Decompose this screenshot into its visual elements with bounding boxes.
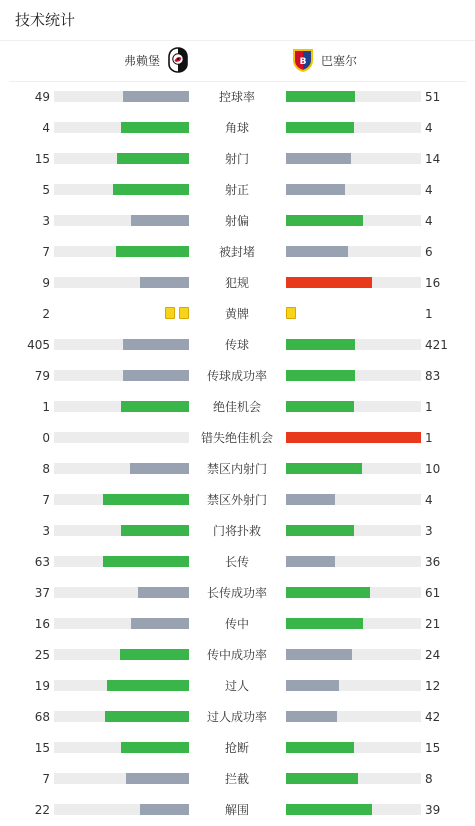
stat-label: 绝佳机会 xyxy=(212,400,261,414)
home-bar-fill xyxy=(123,91,189,102)
stat-label: 门将扑救 xyxy=(212,524,261,538)
home-stat-value: 7 xyxy=(42,772,50,786)
home-stat-value: 4 xyxy=(42,121,50,135)
away-stat-value: 4 xyxy=(425,214,433,228)
away-bar-track xyxy=(286,587,421,598)
stat-row xyxy=(0,360,475,391)
home-stat-value: 405 xyxy=(27,338,50,352)
home-bar-fill xyxy=(140,804,189,815)
away-bar-track xyxy=(286,91,421,102)
stat-label: 长传成功率 xyxy=(206,586,267,600)
stat-row xyxy=(0,267,475,298)
home-bar-fill xyxy=(131,618,189,629)
home-bar-track xyxy=(54,711,189,722)
home-bar-track xyxy=(54,525,189,536)
away-stat-value: 4 xyxy=(425,183,433,197)
stat-label: 黄牌 xyxy=(224,307,249,321)
home-bar-track xyxy=(54,246,189,257)
stat-row xyxy=(0,236,475,267)
away-stat-value: 1 xyxy=(425,431,433,445)
stat-label: 传中成功率 xyxy=(206,648,267,662)
away-bar-track xyxy=(286,432,421,443)
away-stat-value: 61 xyxy=(425,586,441,600)
stat-label: 传球成功率 xyxy=(206,369,267,383)
away-team[interactable] xyxy=(291,40,357,82)
home-bar-fill xyxy=(107,680,189,691)
stat-label: 过人 xyxy=(224,679,249,693)
basel-crest-icon xyxy=(291,47,315,76)
home-bar-track xyxy=(54,618,189,629)
stat-row xyxy=(0,608,475,639)
away-stat-value: 42 xyxy=(425,710,441,724)
home-stat-value: 3 xyxy=(42,214,50,228)
home-bar-track xyxy=(54,215,189,226)
away-bar-fill xyxy=(286,773,358,784)
stat-label: 禁区外射门 xyxy=(206,493,267,507)
away-bar-fill xyxy=(286,91,355,102)
stat-label: 射正 xyxy=(224,183,249,197)
away-bar-fill xyxy=(286,122,354,133)
home-bar-track xyxy=(54,556,189,567)
home-stat-value: 1 xyxy=(42,400,50,414)
home-team[interactable] xyxy=(124,40,188,82)
home-stat-value: 3 xyxy=(42,524,50,538)
stat-row xyxy=(0,391,475,422)
stat-row xyxy=(0,670,475,701)
away-stat-value: 1 xyxy=(425,307,433,321)
away-stat-value: 4 xyxy=(425,121,433,135)
away-bar-track xyxy=(286,401,421,412)
home-bar-track xyxy=(54,153,189,164)
home-bar-track xyxy=(54,742,189,753)
stat-row xyxy=(0,81,475,112)
home-bar-track xyxy=(54,91,189,102)
home-stat-value: 49 xyxy=(34,90,50,104)
home-bar-track xyxy=(54,184,189,195)
stat-row xyxy=(0,701,475,732)
stat-label: 抢断 xyxy=(224,741,249,755)
away-bar-track xyxy=(286,773,421,784)
away-bar-fill xyxy=(286,711,337,722)
yellow-card-icon xyxy=(165,307,175,319)
home-bar-track xyxy=(54,370,189,381)
away-bar-fill xyxy=(286,494,335,505)
home-stat-value: 25 xyxy=(34,648,50,662)
home-stat-value: 2 xyxy=(42,307,50,321)
away-bar-track xyxy=(286,370,421,381)
away-stat-value: 36 xyxy=(425,555,441,569)
stat-row xyxy=(0,577,475,608)
stat-label: 传球 xyxy=(224,338,249,352)
home-bar-track xyxy=(54,680,189,691)
away-stat-value: 12 xyxy=(425,679,441,693)
away-bar-fill xyxy=(286,649,352,660)
home-stat-value: 15 xyxy=(34,152,50,166)
away-bar-track xyxy=(286,153,421,164)
away-bar-fill xyxy=(286,153,351,164)
home-stat-value: 22 xyxy=(34,803,50,817)
away-stat-value: 4 xyxy=(425,493,433,507)
home-stat-value: 68 xyxy=(34,710,50,724)
stat-row xyxy=(0,112,475,143)
home-bar-fill xyxy=(131,215,189,226)
home-bar-track xyxy=(54,277,189,288)
home-bar-fill xyxy=(126,773,189,784)
home-stat-value: 0 xyxy=(42,431,50,445)
home-bar-fill xyxy=(121,401,189,412)
away-bar-track xyxy=(286,525,421,536)
away-bar-track xyxy=(286,463,421,474)
stat-row xyxy=(0,298,475,329)
home-bar-track xyxy=(54,587,189,598)
home-bar-fill xyxy=(116,246,189,257)
away-bar-track xyxy=(286,556,421,567)
page-title: 技术统计 xyxy=(15,11,76,29)
home-bar-track xyxy=(54,463,189,474)
home-bar-fill xyxy=(140,277,189,288)
away-bar-fill xyxy=(286,277,372,288)
stat-row xyxy=(0,329,475,360)
svg-text:B: B xyxy=(299,56,307,67)
away-stat-value: 16 xyxy=(425,276,441,290)
home-bar-fill xyxy=(103,556,189,567)
teams-header xyxy=(0,40,475,82)
away-stat-value: 51 xyxy=(425,90,441,104)
home-stat-value: 79 xyxy=(34,369,50,383)
home-bar-fill xyxy=(121,525,189,536)
home-bar-fill xyxy=(138,587,189,598)
home-bar-track xyxy=(54,432,189,443)
home-team-name: 弗赖堡 xyxy=(123,54,160,68)
stat-label: 角球 xyxy=(224,121,249,135)
away-bar-fill xyxy=(286,525,354,536)
home-bar-fill xyxy=(105,711,189,722)
away-bar-fill xyxy=(286,246,348,257)
stat-label: 控球率 xyxy=(218,90,255,104)
away-bar-track xyxy=(286,184,421,195)
home-stat-value: 5 xyxy=(42,183,50,197)
home-stat-value: 8 xyxy=(42,462,50,476)
stat-row xyxy=(0,546,475,577)
away-bar-track xyxy=(286,339,421,350)
away-bar-fill xyxy=(286,370,355,381)
stat-label: 犯规 xyxy=(224,276,249,290)
away-bar-fill xyxy=(286,184,345,195)
away-bar-fill xyxy=(286,215,363,226)
away-stat-value: 39 xyxy=(425,803,441,817)
home-stat-value: 16 xyxy=(34,617,50,631)
away-yellow-cards xyxy=(286,307,296,319)
away-stat-value: 83 xyxy=(425,369,441,383)
stat-row xyxy=(0,484,475,515)
away-team-name: 巴塞尔 xyxy=(321,54,358,68)
home-bar-track xyxy=(54,494,189,505)
away-stat-value: 21 xyxy=(425,617,441,631)
away-bar-fill xyxy=(286,680,339,691)
stat-row xyxy=(0,422,475,453)
away-stat-value: 14 xyxy=(425,152,441,166)
away-bar-track xyxy=(286,742,421,753)
home-yellow-cards xyxy=(165,307,189,319)
home-stat-value: 9 xyxy=(42,276,50,290)
away-stat-value: 1 xyxy=(425,400,433,414)
away-stat-value: 8 xyxy=(425,772,433,786)
home-stat-value: 37 xyxy=(34,586,50,600)
away-stat-value: 3 xyxy=(425,524,433,538)
stat-label: 长传 xyxy=(224,555,249,569)
away-bar-track xyxy=(286,494,421,505)
home-bar-track xyxy=(54,339,189,350)
home-bar-track xyxy=(54,804,189,815)
away-bar-fill xyxy=(286,587,370,598)
home-stat-value: 7 xyxy=(42,245,50,259)
home-stat-value: 63 xyxy=(34,555,50,569)
stat-row xyxy=(0,174,475,205)
home-bar-fill xyxy=(117,153,189,164)
stat-label: 错失绝佳机会 xyxy=(200,431,273,445)
home-bar-fill xyxy=(113,184,189,195)
away-bar-track xyxy=(286,215,421,226)
away-stat-value: 421 xyxy=(425,338,448,352)
home-bar-fill xyxy=(130,463,189,474)
away-bar-fill xyxy=(286,742,354,753)
home-bar-track xyxy=(54,401,189,412)
home-stat-value: 15 xyxy=(34,741,50,755)
stat-row xyxy=(0,143,475,174)
stats-list xyxy=(0,81,475,825)
away-stat-value: 24 xyxy=(425,648,441,662)
home-bar-track xyxy=(54,773,189,784)
away-bar-track xyxy=(286,277,421,288)
yellow-card-icon xyxy=(179,307,189,319)
home-bar-track xyxy=(54,122,189,133)
away-stat-value: 10 xyxy=(425,462,441,476)
stat-row xyxy=(0,763,475,794)
away-stat-value: 6 xyxy=(425,245,433,259)
away-bar-fill xyxy=(286,432,421,443)
stat-label: 拦截 xyxy=(224,772,249,786)
away-bar-track xyxy=(286,711,421,722)
freiburg-crest-icon xyxy=(168,47,188,76)
away-bar-track xyxy=(286,246,421,257)
away-bar-fill xyxy=(286,401,354,412)
stat-row xyxy=(0,794,475,825)
stat-row xyxy=(0,453,475,484)
stat-label: 过人成功率 xyxy=(206,710,267,724)
stat-label: 解围 xyxy=(224,803,249,817)
away-bar-track xyxy=(286,122,421,133)
stat-row xyxy=(0,515,475,546)
stat-row xyxy=(0,639,475,670)
stat-label: 传中 xyxy=(224,617,249,631)
home-bar-fill xyxy=(121,742,189,753)
away-bar-fill xyxy=(286,339,355,350)
home-bar-fill xyxy=(123,339,189,350)
away-bar-fill xyxy=(286,618,363,629)
away-stat-value: 15 xyxy=(425,741,441,755)
stat-label: 禁区内射门 xyxy=(206,462,267,476)
away-bar-track xyxy=(286,804,421,815)
home-stat-value: 19 xyxy=(34,679,50,693)
home-bar-track xyxy=(54,649,189,660)
away-bar-track xyxy=(286,680,421,691)
stat-row xyxy=(0,732,475,763)
away-bar-fill xyxy=(286,556,335,567)
away-bar-track xyxy=(286,618,421,629)
yellow-card-icon xyxy=(286,307,296,319)
home-bar-fill xyxy=(103,494,189,505)
away-bar-fill xyxy=(286,804,372,815)
home-bar-fill xyxy=(121,122,189,133)
stat-label: 射偏 xyxy=(224,214,249,228)
away-bar-fill xyxy=(286,463,362,474)
stat-label: 射门 xyxy=(224,152,249,166)
stat-row xyxy=(0,205,475,236)
home-bar-fill xyxy=(120,649,189,660)
away-bar-track xyxy=(286,649,421,660)
home-stat-value: 7 xyxy=(42,493,50,507)
stat-label: 被封堵 xyxy=(218,245,255,259)
home-bar-fill xyxy=(123,370,189,381)
